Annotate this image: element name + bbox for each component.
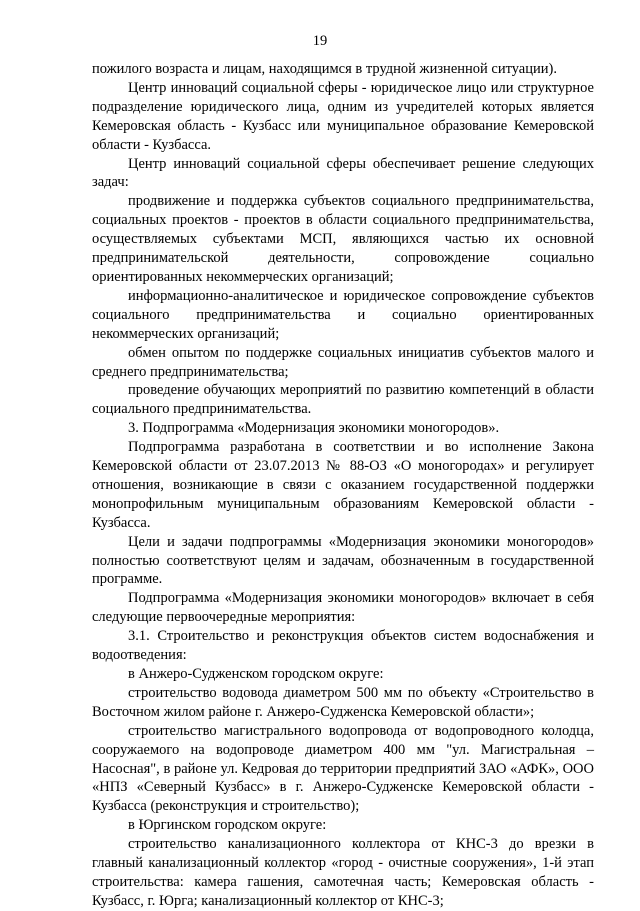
page-number: 19 <box>312 33 328 49</box>
paragraph-task-experience-exchange: обмен опытом по поддержке социальных инициатив субъектов малого и среднего предпринимательства; <box>92 344 594 380</box>
document-body <box>92 60 594 911</box>
subsection-heading-3-1: 3.1. Строительство и реконструкция объектов систем водоснабжения и водоотведения: <box>92 628 594 664</box>
paragraph-anzhero-sudzhensk: в Анжеро-Судженском городском округе: <box>128 666 384 682</box>
paragraph-center-definition: Центр инноваций социальной сферы - юридическое лицо или структурное подразделение юридического лица, одним из учредителей которых является Кемеровская область - Кузбасс или муниципальное образование Кемеровской области - Кузбасса. <box>92 79 594 153</box>
paragraph-continuation: пожилого возраста и лицам, находящимся в трудной жизненной ситуации). <box>92 61 557 77</box>
paragraph-task-training: проведение обучающих мероприятий по развитию компетенций в области социального предпринимательства. <box>92 382 594 418</box>
paragraph-yurga: в Юргинском городском округе: <box>128 817 327 834</box>
paragraph-water-conduit-500: строительство водовода диаметром 500 мм по объекту «Строительство в Восточном жилом районе г. Анжеро-Судженска Кемеровской области»; <box>92 684 594 720</box>
paragraph-center-tasks-intro: Центр инноваций социальной сферы обеспечивает решение следующих задач: <box>92 155 594 191</box>
paragraph-task-promotion: продвижение и поддержка субъектов социального предпринимательства, социальных проектов - проектов в области социального предпринимательства, осуществляемых субъектами МСП, являющихся частью их основной предпринимательской деятельности, сопровождение социально ориентированных некоммерческих организаций; <box>92 193 594 285</box>
paragraph-main-water-pipeline: строительство магистрального водопровода от водопроводного колодца, сооружаемого на водопроводе диаметром 400 мм "ул. Магистральная – Насосная", в районе ул. Кедровая до территории предприятий ЗАО «АФК», ООО «НПЗ «Северный Кузбасс» в г. Анжеро-Судженске Кемеровской области - Кузбасса (реконструкция и строительство); <box>92 722 594 815</box>
paragraph-sewer-collector: строительство канализационного коллектора от КНС-3 до врезки в главный канализационный коллектор «город - очистные сооружения», 1-й этап строительства: камера гашения, самотечная часть; Кемеровская область - Кузбасс, г. Юрга; канализационный коллектор от КНС-3; <box>92 836 594 909</box>
paragraph-task-information-support: информационно-аналитическое и юридическое сопровождение субъектов социального предпринимательства и социально ориентированных некоммерческих организаций; <box>92 287 594 342</box>
paragraph-subprogram-basis: Подпрограмма разработана в соответствии и во исполнение Закона Кемеровской области от 23.07.2013 № 88-ОЗ «О моногородах» и регулирует отношения, возникающие в связи с оказанием государственной поддержки монопрофильным муниципальным образованиям Кемеровской области - Кузбасса. <box>92 439 594 531</box>
paragraph-subprogram-measures-intro: Подпрограмма «Модернизация экономики моногородов» включает в себя следующие первоочередные мероприятия: <box>92 590 594 626</box>
paragraph-subprogram-goals: Цели и задачи подпрограммы «Модернизация экономики моногородов» полностью соответствуют целям и задачам, обозначенным в государственной программе. <box>92 533 594 588</box>
section-heading-subprogram-3: 3. Подпрограмма «Модернизация экономики моногородов». <box>128 420 500 437</box>
